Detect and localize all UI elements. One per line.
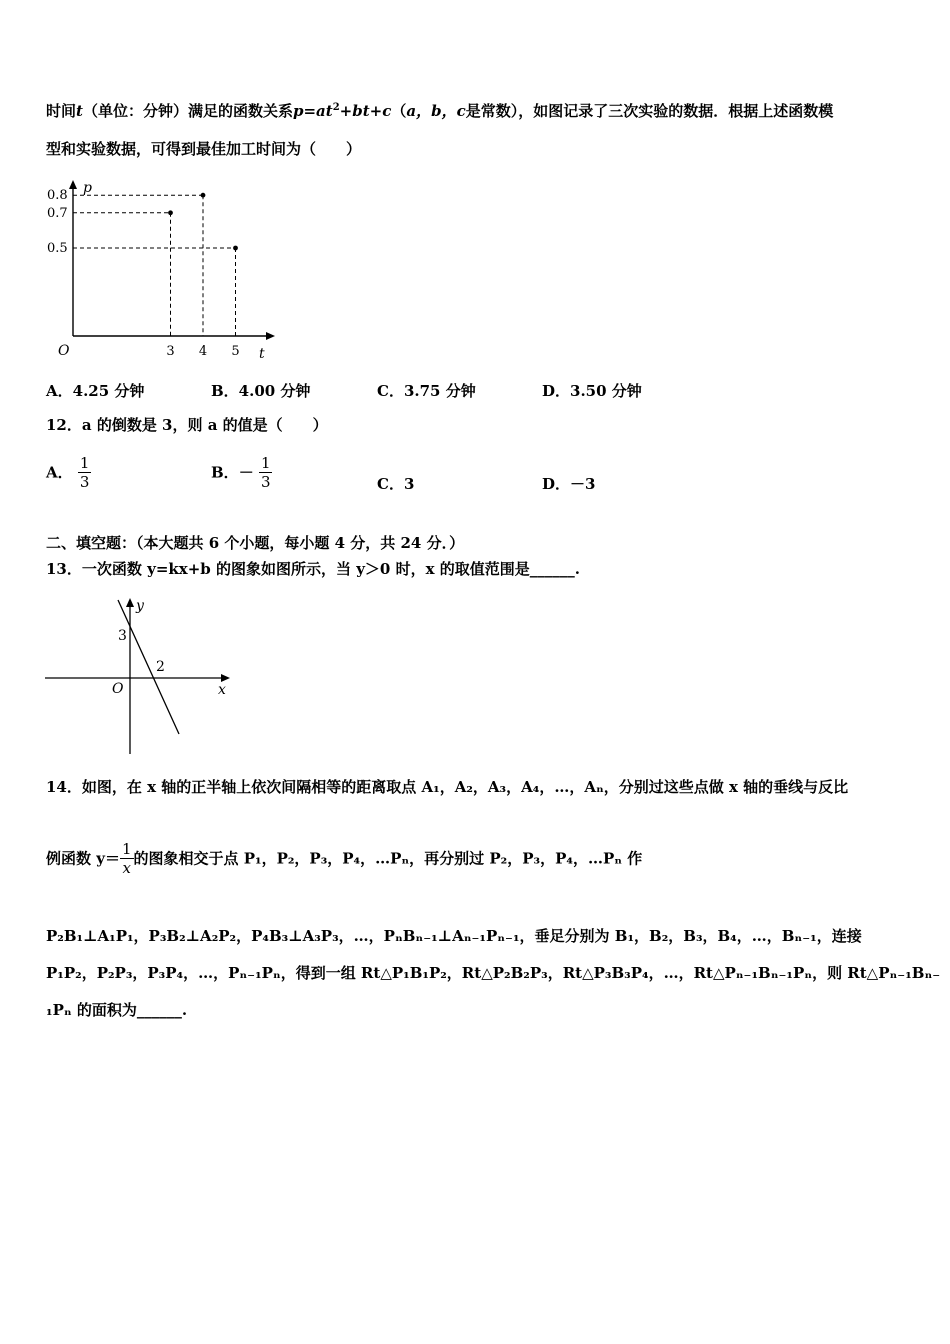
origin-label: O — [112, 681, 124, 697]
var-t: t — [76, 102, 83, 120]
q14-line-4: P₁P₂，P₂P₃，P₃P₄，…，Pₙ₋₁Pₙ，得到一组 Rt△P₁B₁P₂，Rt△P₂B₂P₃，Rt△P₃B₃P₄，…，Rt△Pₙ₋₁Bₙ₋₁Pₙ，则 Rt△Pₙ₋₁Bₙ₋ — [46, 964, 941, 982]
y-axis-label: y — [136, 598, 144, 614]
x-tick-label: 4 — [198, 344, 208, 359]
data-point — [233, 246, 238, 251]
q12-option-c[interactable] — [377, 474, 414, 494]
option-value: 3 — [403, 475, 415, 493]
x-axis-arrow — [221, 674, 230, 682]
option-prefix: C． — [377, 475, 404, 493]
numerator: 1 — [121, 840, 132, 858]
formula-rest: +bt+c — [339, 102, 392, 120]
y-axis-arrow — [126, 598, 134, 607]
x-axis-label: t — [259, 346, 265, 362]
option-prefix: A． — [46, 463, 73, 482]
option-prefix: D． — [542, 475, 571, 493]
y-tick-label: 0.5 — [47, 241, 68, 256]
function-line — [118, 600, 179, 734]
denominator: 3 — [79, 473, 90, 491]
q11-text-a: 时间 — [46, 102, 77, 120]
y-axis-label: p — [83, 180, 92, 196]
fraction — [78, 454, 92, 491]
q11-chart — [40, 172, 290, 367]
x-axis-arrow — [266, 332, 275, 340]
x-axis-label: x — [218, 682, 226, 698]
x-tick-label: 5 — [231, 344, 240, 359]
formula-p: p — [292, 102, 304, 120]
q12-option-b[interactable] — [211, 454, 272, 491]
data-point — [168, 210, 173, 215]
q11-option-b[interactable]: B．4.00 分钟 — [211, 382, 311, 400]
q14-line-3: P₂B₁⊥A₁P₁，P₃B₂⊥A₂P₂，P₄B₃⊥A₃P₃，…，PₙBₙ₋₁⊥Aₙ₋₁Pₙ₋₁，垂足分别为 B₁，B₂，B₃，B₄，…，Bₙ₋₁，连接 — [46, 927, 862, 945]
q11-text-c: 是常数），如图记录了三次实验的数据．根据上述函数模 — [465, 102, 834, 120]
inverse-fraction — [120, 840, 134, 877]
section-heading: 二、填空题：（本大题共 6 个小题，每小题 4 分，共 24 分．） — [46, 534, 465, 552]
q11-option-c[interactable]: C．3.75 分钟 — [377, 382, 476, 400]
option-value: －3 — [570, 475, 596, 493]
y-tick-label: 0.8 — [47, 188, 68, 204]
constants: a，b，c — [406, 102, 466, 120]
y-tick-label: 0.7 — [47, 205, 68, 221]
paren-open: （ — [391, 102, 407, 120]
q12-option-a[interactable] — [46, 454, 91, 491]
q13-graph — [40, 594, 240, 759]
data-point — [201, 193, 206, 198]
q12-option-d[interactable] — [542, 474, 595, 494]
option-prefix: B． — [211, 463, 239, 482]
q14-text-a: 例函数 y＝ — [46, 849, 120, 868]
y-intercept-label: 3 — [118, 628, 127, 644]
fraction — [259, 454, 273, 491]
formula-at: at — [316, 102, 333, 120]
formula-exponent: 2 — [332, 102, 340, 113]
q14-line-5: ₁Pₙ 的面积为______. — [46, 1001, 188, 1019]
origin-label: O — [58, 343, 70, 359]
q13-stem: 13．一次函数 y=kx+b 的图象如图所示，当 y＞0 时，x 的取值范围是______. — [46, 560, 580, 578]
q11-option-a[interactable]: A．4.25 分钟 — [46, 382, 145, 400]
denominator: 3 — [260, 473, 271, 491]
q14-text-b: 的图象相交于点 P₁，P₂，P₃，P₄，…Pₙ，再分别过 P₂，P₃，P₄，…Pₙ 作 — [133, 849, 643, 868]
numerator: 1 — [260, 454, 271, 472]
q12-stem: 12．a 的倒数是 3，则 a 的值是（ ） — [46, 416, 328, 434]
q11-option-d[interactable]: D．3.50 分钟 — [542, 382, 642, 400]
x-tick-label: 3 — [166, 344, 175, 359]
numerator: 1 — [79, 454, 90, 472]
q11-line-1 — [46, 101, 833, 121]
x-intercept-label: 2 — [156, 659, 165, 675]
chart-plot — [47, 180, 275, 362]
denominator: x — [122, 859, 131, 877]
q11-text-b: （单位：分钟）满足的函数关系 — [82, 102, 293, 120]
y-axis-arrow — [69, 180, 77, 189]
q11-line-2: 型和实验数据，可得到最佳加工时间为（ ） — [46, 140, 362, 158]
q14-line-2 — [46, 840, 642, 877]
q14-line-1: 14．如图，在 x 轴的正半轴上依次间隔相等的距离取点 A₁，A₂，A₃，A₄，…，Aₙ，分别过这些点做 x 轴的垂线与反比 — [46, 778, 849, 796]
minus-sign: － — [238, 463, 254, 482]
formula-eq: = — [303, 102, 317, 120]
